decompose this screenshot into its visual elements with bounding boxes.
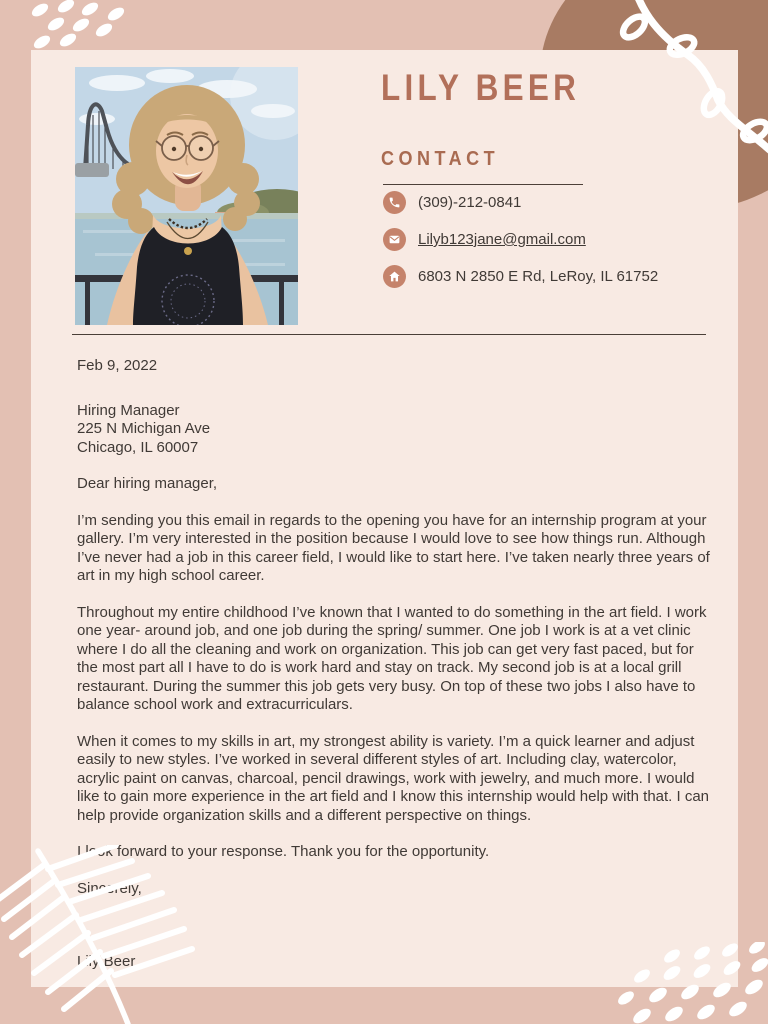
contact-heading: CONTACT [381,148,500,170]
closing-line: I look forward to your response. Thank you for the opportunity. [77,843,490,860]
email-link[interactable]: Lilyb123jane@gmail.com [418,231,586,248]
letter-paragraph: Throughout my entire childhood I’ve known that I wanted to do something in the art field. I work one year- around job, and one job during the spring/ summer. One job I work is at a vet clinic where I do all the cleaning and work on organization. This job can get very fast paced, but for the most part all I have to do is work hard and stay on track. My second job is at a local grill restaurant. During the summer this job gets very busy. On top of these two jobs I also have to balance school work and extracurriculars. [77,603,707,713]
recipient-line: 225 N Michigan Ave [77,420,211,437]
letter-paragraph: I’m sending you this email in regards to the opening you have for an internship program at your gallery. I’m very interested in the position because I would love to see how things run. Although I’ve never had a job in this career field, I would like to start here. I’ve taken nearly three years of art in my high school career. [77,511,710,584]
letter-paragraph: When it comes to my skills in art, my strongest ability is variety. I’m a quick learner and adjust easily to new styles. I’ve worked in several different styles of art. Including clay, watercolor, acrylic paint on canvas, charcoal, pencil drawings, work with jewelry, and much more. I would like to gain more experience in the art field and I know this internship would help with that. I can help provide organization skills and a different perspective on things. [77,732,710,824]
signoff: Sincerely, [77,879,142,897]
phone-number: (309)-212-0841 [418,194,522,211]
dots-pattern-icon [24,0,144,56]
signature: Lily Beer [77,953,136,970]
phone-icon [383,191,406,214]
contact-row-address [383,265,658,288]
address-text: 6803 N 2850 E Rd, LeRoy, IL 61752 [418,268,659,285]
recipient-line: Chicago, IL 60007 [77,438,199,456]
salutation: Dear hiring manager, [77,475,218,492]
contact-row-email [383,228,658,251]
header-separator [72,334,706,335]
profile-photo-illustration [75,67,298,325]
letter-body [77,357,713,990]
recipient-line: Hiring Manager [77,401,180,419]
contact-list [383,191,658,288]
letter-date: Feb 9, 2022 [77,357,158,374]
recipient-block [77,402,713,458]
person-name: LILY BEER [381,67,581,108]
contact-underline [383,184,583,185]
home-icon [383,265,406,288]
contact-row-phone [383,191,658,214]
email-icon [383,228,406,251]
profile-photo [75,67,298,325]
letter-card [31,50,738,987]
